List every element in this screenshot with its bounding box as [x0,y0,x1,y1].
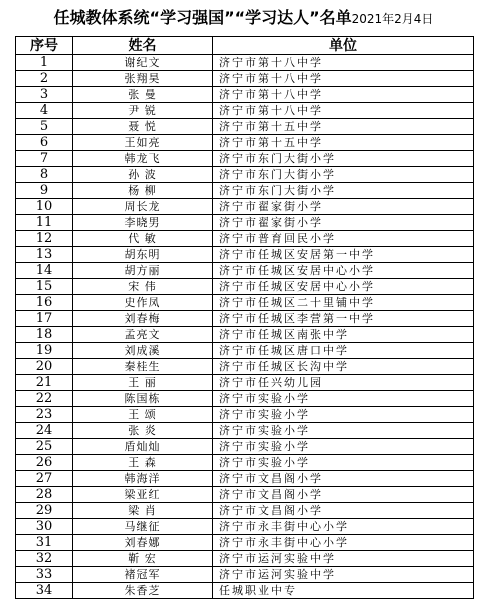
header-seq: 序号 [16,37,73,55]
cell-seq: 33 [16,567,73,583]
header-name: 姓名 [73,37,213,55]
cell-unit: 济宁市任城区安居第一中学 [213,247,474,263]
roster-table [15,36,474,599]
cell-name: 陈国栋 [73,391,213,407]
cell-name: 胡方丽 [73,263,213,279]
cell-name: 孙 波 [73,167,213,183]
table-row [16,71,474,87]
cell-seq: 32 [16,551,73,567]
cell-seq: 12 [16,231,73,247]
cell-seq: 16 [16,295,73,311]
cell-unit: 济宁市永丰街中心小学 [213,535,474,551]
cell-seq: 17 [16,311,73,327]
table-row [16,439,474,455]
cell-unit: 济宁市东门大街小学 [213,151,474,167]
cell-seq: 3 [16,87,73,103]
table-row [16,471,474,487]
cell-seq: 1 [16,55,73,71]
table-row [16,503,474,519]
cell-unit: 济宁市运河实验中学 [213,551,474,567]
cell-unit: 济宁市任城区唐口中学 [213,343,474,359]
cell-name: 刘春梅 [73,311,213,327]
table-row [16,231,474,247]
table-row [16,343,474,359]
cell-name: 周长龙 [73,199,213,215]
cell-unit: 济宁市文昌阁小学 [213,487,474,503]
cell-unit: 济宁市任城区安居中心小学 [213,263,474,279]
cell-unit: 济宁市任城区长沟中学 [213,359,474,375]
table-row [16,535,474,551]
cell-seq: 25 [16,439,73,455]
cell-unit: 济宁市运河实验中学 [213,567,474,583]
table-row [16,359,474,375]
cell-name: 宋 伟 [73,279,213,295]
cell-seq: 27 [16,471,73,487]
table-row [16,135,474,151]
title-date: 2021年2月4日 [351,12,434,26]
table-row [16,327,474,343]
cell-unit: 济宁市东门大街小学 [213,183,474,199]
cell-name: 王如亮 [73,135,213,151]
cell-seq: 19 [16,343,73,359]
table-row [16,455,474,471]
cell-name: 秦桂生 [73,359,213,375]
cell-name: 靳 宏 [73,551,213,567]
table-row [16,551,474,567]
document-title [0,4,487,32]
cell-seq: 4 [16,103,73,119]
cell-name: 刘成溪 [73,343,213,359]
cell-name: 张 曼 [73,87,213,103]
cell-name: 李晓男 [73,215,213,231]
cell-unit: 济宁市翟家街小学 [213,215,474,231]
table-row [16,247,474,263]
table-row [16,295,474,311]
cell-unit: 济宁市文昌阁小学 [213,503,474,519]
cell-name: 刘春娜 [73,535,213,551]
cell-seq: 10 [16,199,73,215]
cell-unit: 济宁市任城区二十里铺中学 [213,295,474,311]
table-row [16,311,474,327]
cell-name: 尹 锐 [73,103,213,119]
cell-name: 胡东明 [73,247,213,263]
cell-unit: 济宁市任城区安居中心小学 [213,279,474,295]
cell-unit: 济宁市任城区南张中学 [213,327,474,343]
table-row [16,519,474,535]
table-row [16,151,474,167]
cell-unit: 济宁市任兴幼儿园 [213,375,474,391]
cell-name: 韩龙飞 [73,151,213,167]
cell-unit: 济宁市第十八中学 [213,87,474,103]
table-row [16,487,474,503]
table-row [16,215,474,231]
cell-seq: 13 [16,247,73,263]
cell-seq: 18 [16,327,73,343]
cell-seq: 31 [16,535,73,551]
cell-name: 聂 悦 [73,119,213,135]
cell-unit: 济宁市第十八中学 [213,55,474,71]
table-row [16,263,474,279]
table-row [16,567,474,583]
cell-name: 褚冠军 [73,567,213,583]
cell-unit: 济宁市翟家街小学 [213,199,474,215]
cell-name: 梁亚红 [73,487,213,503]
table-row [16,423,474,439]
cell-unit: 济宁市文昌阁小学 [213,471,474,487]
table-row [16,55,474,71]
cell-unit: 济宁市第十五中学 [213,135,474,151]
table-row [16,391,474,407]
cell-unit: 济宁市第十五中学 [213,119,474,135]
cell-seq: 11 [16,215,73,231]
cell-seq: 29 [16,503,73,519]
cell-name: 孟亮文 [73,327,213,343]
table-row [16,167,474,183]
cell-name: 王 森 [73,455,213,471]
cell-name: 张翔昊 [73,71,213,87]
cell-unit: 济宁市永丰街中心小学 [213,519,474,535]
cell-seq: 14 [16,263,73,279]
table-row [16,199,474,215]
table-row [16,87,474,103]
cell-unit: 济宁市东门大街小学 [213,167,474,183]
cell-unit: 济宁市任城区李营第一中学 [213,311,474,327]
cell-unit: 济宁市第十八中学 [213,71,474,87]
roster-body [16,55,474,599]
cell-seq: 23 [16,407,73,423]
header-row [16,37,474,55]
cell-seq: 26 [16,455,73,471]
cell-name: 梁 肖 [73,503,213,519]
cell-name: 史作凤 [73,295,213,311]
cell-name: 朱香芝 [73,583,213,599]
cell-unit: 济宁市实验小学 [213,455,474,471]
cell-seq: 5 [16,119,73,135]
cell-unit: 济宁市实验小学 [213,391,474,407]
table-row [16,583,474,599]
cell-name: 马继征 [73,519,213,535]
cell-seq: 28 [16,487,73,503]
cell-seq: 34 [16,583,73,599]
cell-name: 杨 柳 [73,183,213,199]
title-text: 任城教体系统“学习强国”“学习达人”名单 [53,8,352,27]
cell-seq: 6 [16,135,73,151]
cell-unit: 济宁市实验小学 [213,407,474,423]
cell-seq: 24 [16,423,73,439]
cell-unit: 任城职业中专 [213,583,474,599]
cell-seq: 2 [16,71,73,87]
cell-unit: 济宁市普育回民小学 [213,231,474,247]
header-unit: 单位 [213,37,474,55]
cell-seq: 7 [16,151,73,167]
cell-name: 代 敏 [73,231,213,247]
cell-seq: 9 [16,183,73,199]
cell-seq: 21 [16,375,73,391]
cell-unit: 济宁市实验小学 [213,439,474,455]
cell-name: 张 炎 [73,423,213,439]
table-row [16,103,474,119]
cell-seq: 22 [16,391,73,407]
cell-seq: 8 [16,167,73,183]
cell-name: 盾灿灿 [73,439,213,455]
table-row [16,183,474,199]
cell-seq: 20 [16,359,73,375]
cell-unit: 济宁市第十八中学 [213,103,474,119]
table-row [16,375,474,391]
table-row [16,279,474,295]
cell-seq: 30 [16,519,73,535]
table-row [16,119,474,135]
cell-name: 谢纪文 [73,55,213,71]
cell-name: 韩海洋 [73,471,213,487]
table-row [16,407,474,423]
cell-name: 王 颂 [73,407,213,423]
cell-name: 王 丽 [73,375,213,391]
cell-seq: 15 [16,279,73,295]
cell-unit: 济宁市实验小学 [213,423,474,439]
